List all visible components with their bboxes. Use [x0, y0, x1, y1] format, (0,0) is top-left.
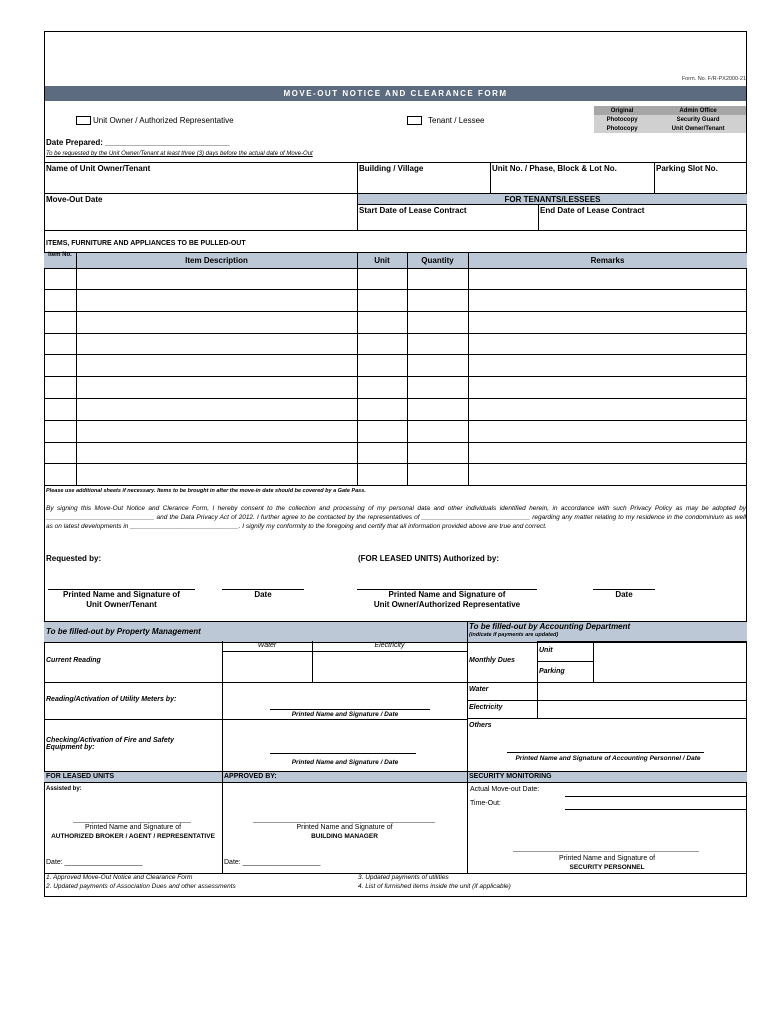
- copy-recipient: Unit Owner/Tenant: [671, 125, 725, 132]
- acct-section-title: To be filled-out by Accounting Department: [469, 622, 631, 631]
- form-number: Form. No. F/R-PX2000-21: [681, 76, 746, 82]
- item-row[interactable]: [44, 399, 747, 421]
- broker-signature-label: [44, 823, 222, 841]
- unit-header: Unit: [374, 256, 390, 265]
- request-note: To be requested by the Unit Owner/Tenant at least three (3) days before the actual date of Move-Out: [46, 151, 313, 157]
- item-no-header: Item No.: [48, 252, 72, 258]
- water-payment-label: Water: [469, 686, 489, 693]
- acct-section-subtitle: (indicate if payments are updated): [469, 632, 559, 638]
- parking-dues-label: Parking: [539, 668, 565, 675]
- copy-recipient: Security Guard: [676, 116, 720, 123]
- parking-field-label: Parking Slot No.: [656, 164, 718, 173]
- form-title: MOVE-OUT NOTICE AND CLEARANCE FORM: [45, 86, 746, 101]
- item-desc-header: Item Description: [185, 256, 248, 265]
- broker-date-field[interactable]: Date: ____________________: [46, 859, 143, 866]
- sig-line2: Unit Owner/Authorized Representative: [373, 600, 521, 609]
- sig-line2: AUTHORIZED BROKER / AGENT / REPRESENTATIVE: [51, 833, 215, 840]
- water-header: Water: [257, 642, 277, 649]
- fire-safety-label: Checking/Activation of Fire and Safety Equipment by:: [46, 737, 174, 751]
- item-row[interactable]: [44, 464, 747, 486]
- tenant-checkbox[interactable]: [407, 116, 422, 125]
- time-out-label[interactable]: Time-Out:: [470, 800, 501, 807]
- security-signature-label: [467, 854, 747, 872]
- unit-no-field-label: Unit No. / Phase, Block & Lot No.: [492, 164, 617, 173]
- owner-checkbox[interactable]: [76, 116, 91, 125]
- approved-by-header: APPROVED BY:: [224, 773, 277, 780]
- item-row[interactable]: [44, 312, 747, 334]
- tenant-checkbox-label: Tenant / Lessee: [428, 116, 485, 125]
- sig-line1: Printed Name and Signature of: [558, 855, 656, 862]
- monthly-dues-label: Monthly Dues: [469, 657, 515, 664]
- auth-date-label: Date: [615, 590, 633, 599]
- move-out-date-label: Move-Out Date: [46, 195, 103, 204]
- end-lease-label: End Date of Lease Contract: [540, 206, 645, 215]
- authorized-by-label: (FOR LEASED UNITS) Authorized by:: [358, 554, 500, 563]
- footer-item: 4. List of furnished items inside the unit (if applicable): [358, 883, 511, 890]
- sig-line1: Printed Name and Signature of: [84, 824, 182, 831]
- sig-line2: Unit Owner/Tenant: [86, 600, 157, 609]
- pm-section-title: To be filled-out by Property Management: [46, 627, 201, 636]
- auth-signature-label: [357, 590, 537, 610]
- start-lease-label: Start Date of Lease Contract: [359, 206, 467, 215]
- current-reading-label: Current Reading: [46, 657, 101, 664]
- copy-distribution-table: [594, 106, 746, 133]
- item-row[interactable]: [44, 268, 747, 290]
- owner-date-label: Date: [254, 590, 272, 599]
- items-section-title: ITEMS, FURNITURE AND APPLIANCES TO BE PULLED-OUT: [46, 240, 246, 247]
- footer-item: 3. Updated payments of utilities: [358, 874, 449, 881]
- copy-recipient: Admin Office: [679, 107, 717, 114]
- security-monitoring-header: SECURITY MONITORING: [469, 773, 552, 780]
- for-tenants-header: FOR TENANTS/LESSEES: [504, 195, 601, 204]
- actual-move-out-label[interactable]: Actual Move-out Date:: [470, 786, 540, 793]
- sig-line1: Printed Name and Signature of: [388, 590, 506, 599]
- name-field-label: Name of Unit Owner/Tenant: [46, 164, 151, 173]
- reading-activation-label: Reading/Activation of Utility Meters by:: [46, 696, 177, 703]
- quantity-header: Quantity: [421, 256, 454, 265]
- assisted-by-label: Assisted by:: [46, 786, 82, 792]
- owner-signature-label: [48, 590, 195, 610]
- additional-sheets-note: Please use additional sheets if necessary. Items to be brought in after the move-in date should be covered by a Gate Pass.: [46, 488, 366, 494]
- copy-type: Photocopy: [606, 116, 638, 123]
- electricity-payment-label: Electricity: [469, 704, 503, 711]
- item-row[interactable]: [44, 442, 747, 464]
- remarks-header: Remarks: [590, 256, 625, 265]
- sig-line1: Printed Name and Signature of: [296, 824, 393, 831]
- leased-units-header: FOR LEASED UNITS: [46, 773, 115, 780]
- footer-item: 1. Approved Move-Out Notice and Clearance Form: [46, 874, 193, 881]
- fire-safety-signature-label: Printed Name and Signature / Date: [291, 759, 399, 766]
- owner-checkbox-label: Unit Owner / Authorized Representative: [93, 116, 234, 125]
- date-prepared-field[interactable]: Date Prepared: ____________________________: [46, 138, 230, 147]
- manager-signature-label: [222, 823, 467, 841]
- electricity-header: Electricity: [374, 642, 405, 649]
- sig-line2: SECURITY PERSONNEL: [569, 864, 645, 871]
- sig-line2: BUILDING MANAGER: [311, 833, 378, 840]
- footer-item: 2. Updated payments of Association Dues and other assessments: [46, 883, 236, 890]
- item-row[interactable]: [44, 377, 747, 399]
- copy-type: Original: [610, 107, 634, 114]
- requested-by-label: Requested by:: [46, 554, 102, 563]
- copy-type: Photocopy: [606, 125, 638, 132]
- sig-line1: Printed Name and Signature of: [63, 590, 180, 599]
- building-field-label: Building / Village: [359, 164, 424, 173]
- item-row[interactable]: [44, 421, 747, 443]
- item-row[interactable]: [44, 355, 747, 377]
- unit-dues-label: Unit: [539, 647, 553, 654]
- others-payment-label: Others: [469, 722, 492, 729]
- utility-signature-label: Printed Name and Signature / Date: [291, 711, 399, 718]
- accounting-signature-label: Printed Name and Signature of Accounting Personnel / Date: [515, 755, 701, 762]
- manager-date-field[interactable]: Date: ____________________: [224, 859, 321, 866]
- item-row[interactable]: [44, 290, 747, 312]
- privacy-consent-text: By signing this Move-Out Notice and Clerance Form, I hereby consent to the collection and processing of my personal data and other individuals identified herein, in accordance with such Privacy Policy as may be adopted by ______________________________ and the Data Privacy Act of 2012. I further agree to be contacted by the representatives of ______________________________ regarding any matter relating to my residence in the condominium as well as on latest developments in ______________________________. I signify my conformity to the foregoing and certify that all information provided above are true and correct.: [46, 505, 746, 530]
- item-row[interactable]: [44, 333, 747, 355]
